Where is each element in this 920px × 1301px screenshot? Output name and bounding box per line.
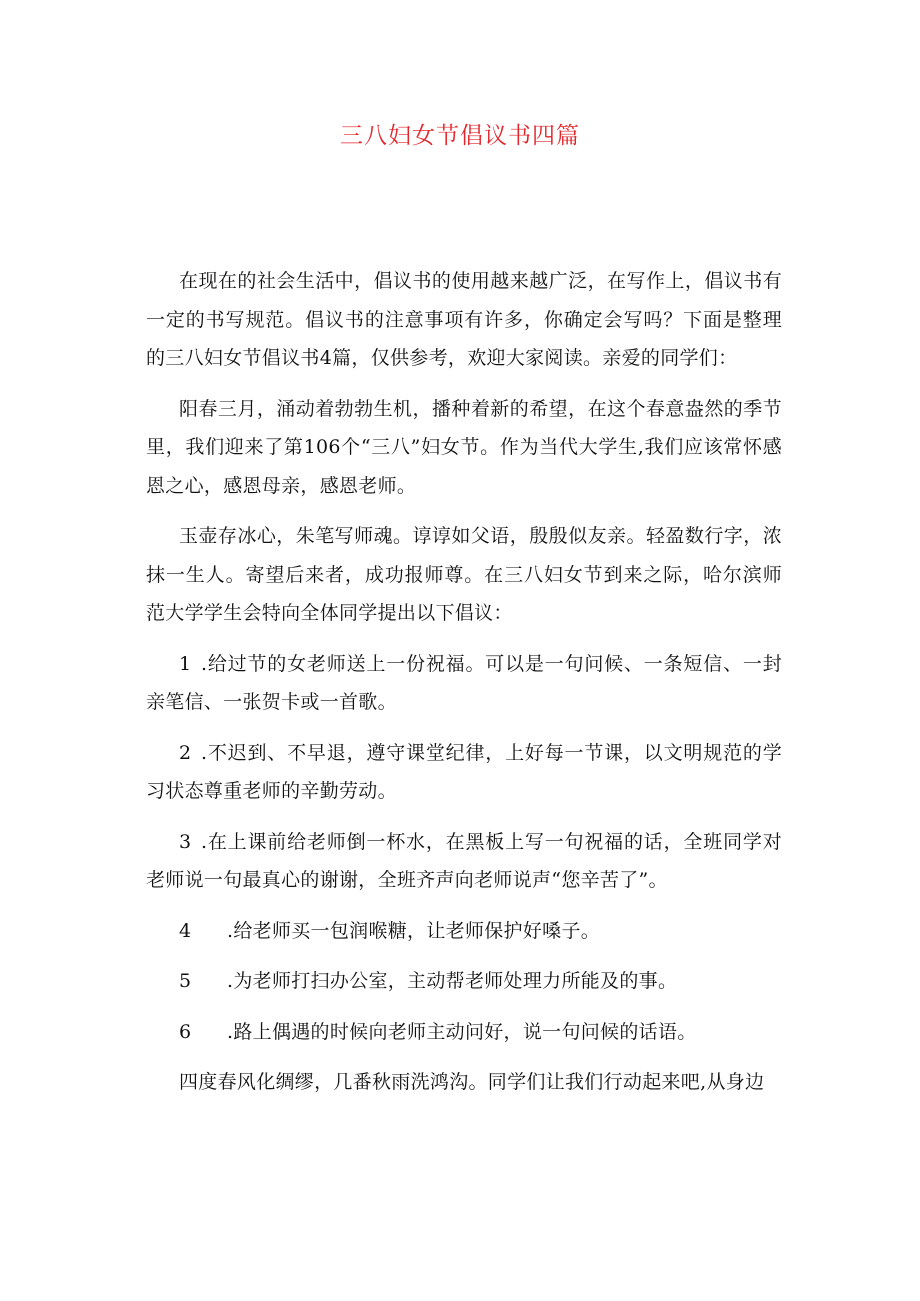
item-number: 1 bbox=[179, 652, 192, 675]
item-text: .不迟到、不早退，遵守课堂纪律，上好每一节课，以文明规范的学习状态尊重老师的辛勤劳动。 bbox=[146, 741, 782, 802]
item-text: .给老师买一包润喉糖，让老师保护好嗓子。 bbox=[227, 919, 601, 942]
item-number: 6 bbox=[179, 1020, 192, 1043]
proposal-item-3 bbox=[146, 823, 782, 900]
proposal-item-2 bbox=[146, 734, 782, 811]
item-text: .给过节的女老师送上一份祝福。可以是一句问候、一条短信、一封亲笔信、一张贺卡或一首歌。 bbox=[146, 652, 782, 713]
document-title: 三八妇女节倡议书四篇 bbox=[340, 123, 580, 149]
paragraph-spring: 阳春三月，涌动着勃勃生机，播种着新的希望，在这个春意盎然的季节里，我们迎来了第106个“三八”妇女节。作为当代大学生,我们应该常怀感恩之心，感恩母亲，感恩老师。 bbox=[146, 397, 782, 497]
intro-paragraph: 在现在的社会生活中，倡议书的使用越来越广泛，在写作上，倡议书有一定的书写规范。倡议书的注意事项有许多，你确定会写吗？下面是整理的三八妇女节倡议书4篇，仅供参考，欢迎大家阅读。亲爱的同学们： bbox=[146, 270, 782, 369]
item-text: .路上偶遇的时候向老师主动问好，说一句问候的话语。 bbox=[227, 1020, 697, 1043]
item-number: 2 bbox=[179, 741, 192, 764]
proposal-item-5 bbox=[146, 962, 782, 1001]
item-text: .为老师打扫办公室，主动帮老师处理力所能及的事。 bbox=[227, 970, 678, 992]
proposal-item-1 bbox=[146, 645, 782, 722]
item-number: 3 bbox=[179, 830, 192, 853]
paragraph-poem: 玉壶存冰心，朱笔写师魂。谆谆如父语，殷殷似友亲。轻盈数行字，浓抹一生人。寄望后来者，成功报师尊。在三八妇女节到来之际，哈尔滨师范大学学生会特向全体同学提出以下倡议： bbox=[146, 525, 782, 624]
proposal-item-6 bbox=[146, 1013, 782, 1052]
closing-paragraph: 四度春风化绸缪，几番秋雨洗鸿沟。同学们让我们行动起来吧,从身边 bbox=[179, 1071, 765, 1093]
proposal-item-4 bbox=[146, 912, 782, 951]
item-number: 5 bbox=[179, 970, 192, 992]
item-number: 4 bbox=[179, 919, 192, 942]
document-body bbox=[146, 262, 782, 1102]
item-text: .在上课前给老师倒一杯水，在黑板上写一句祝福的话，全班同学对老师说一句最真心的谢谢，全班齐声向老师说声“您辛苦了”。 bbox=[146, 830, 782, 891]
